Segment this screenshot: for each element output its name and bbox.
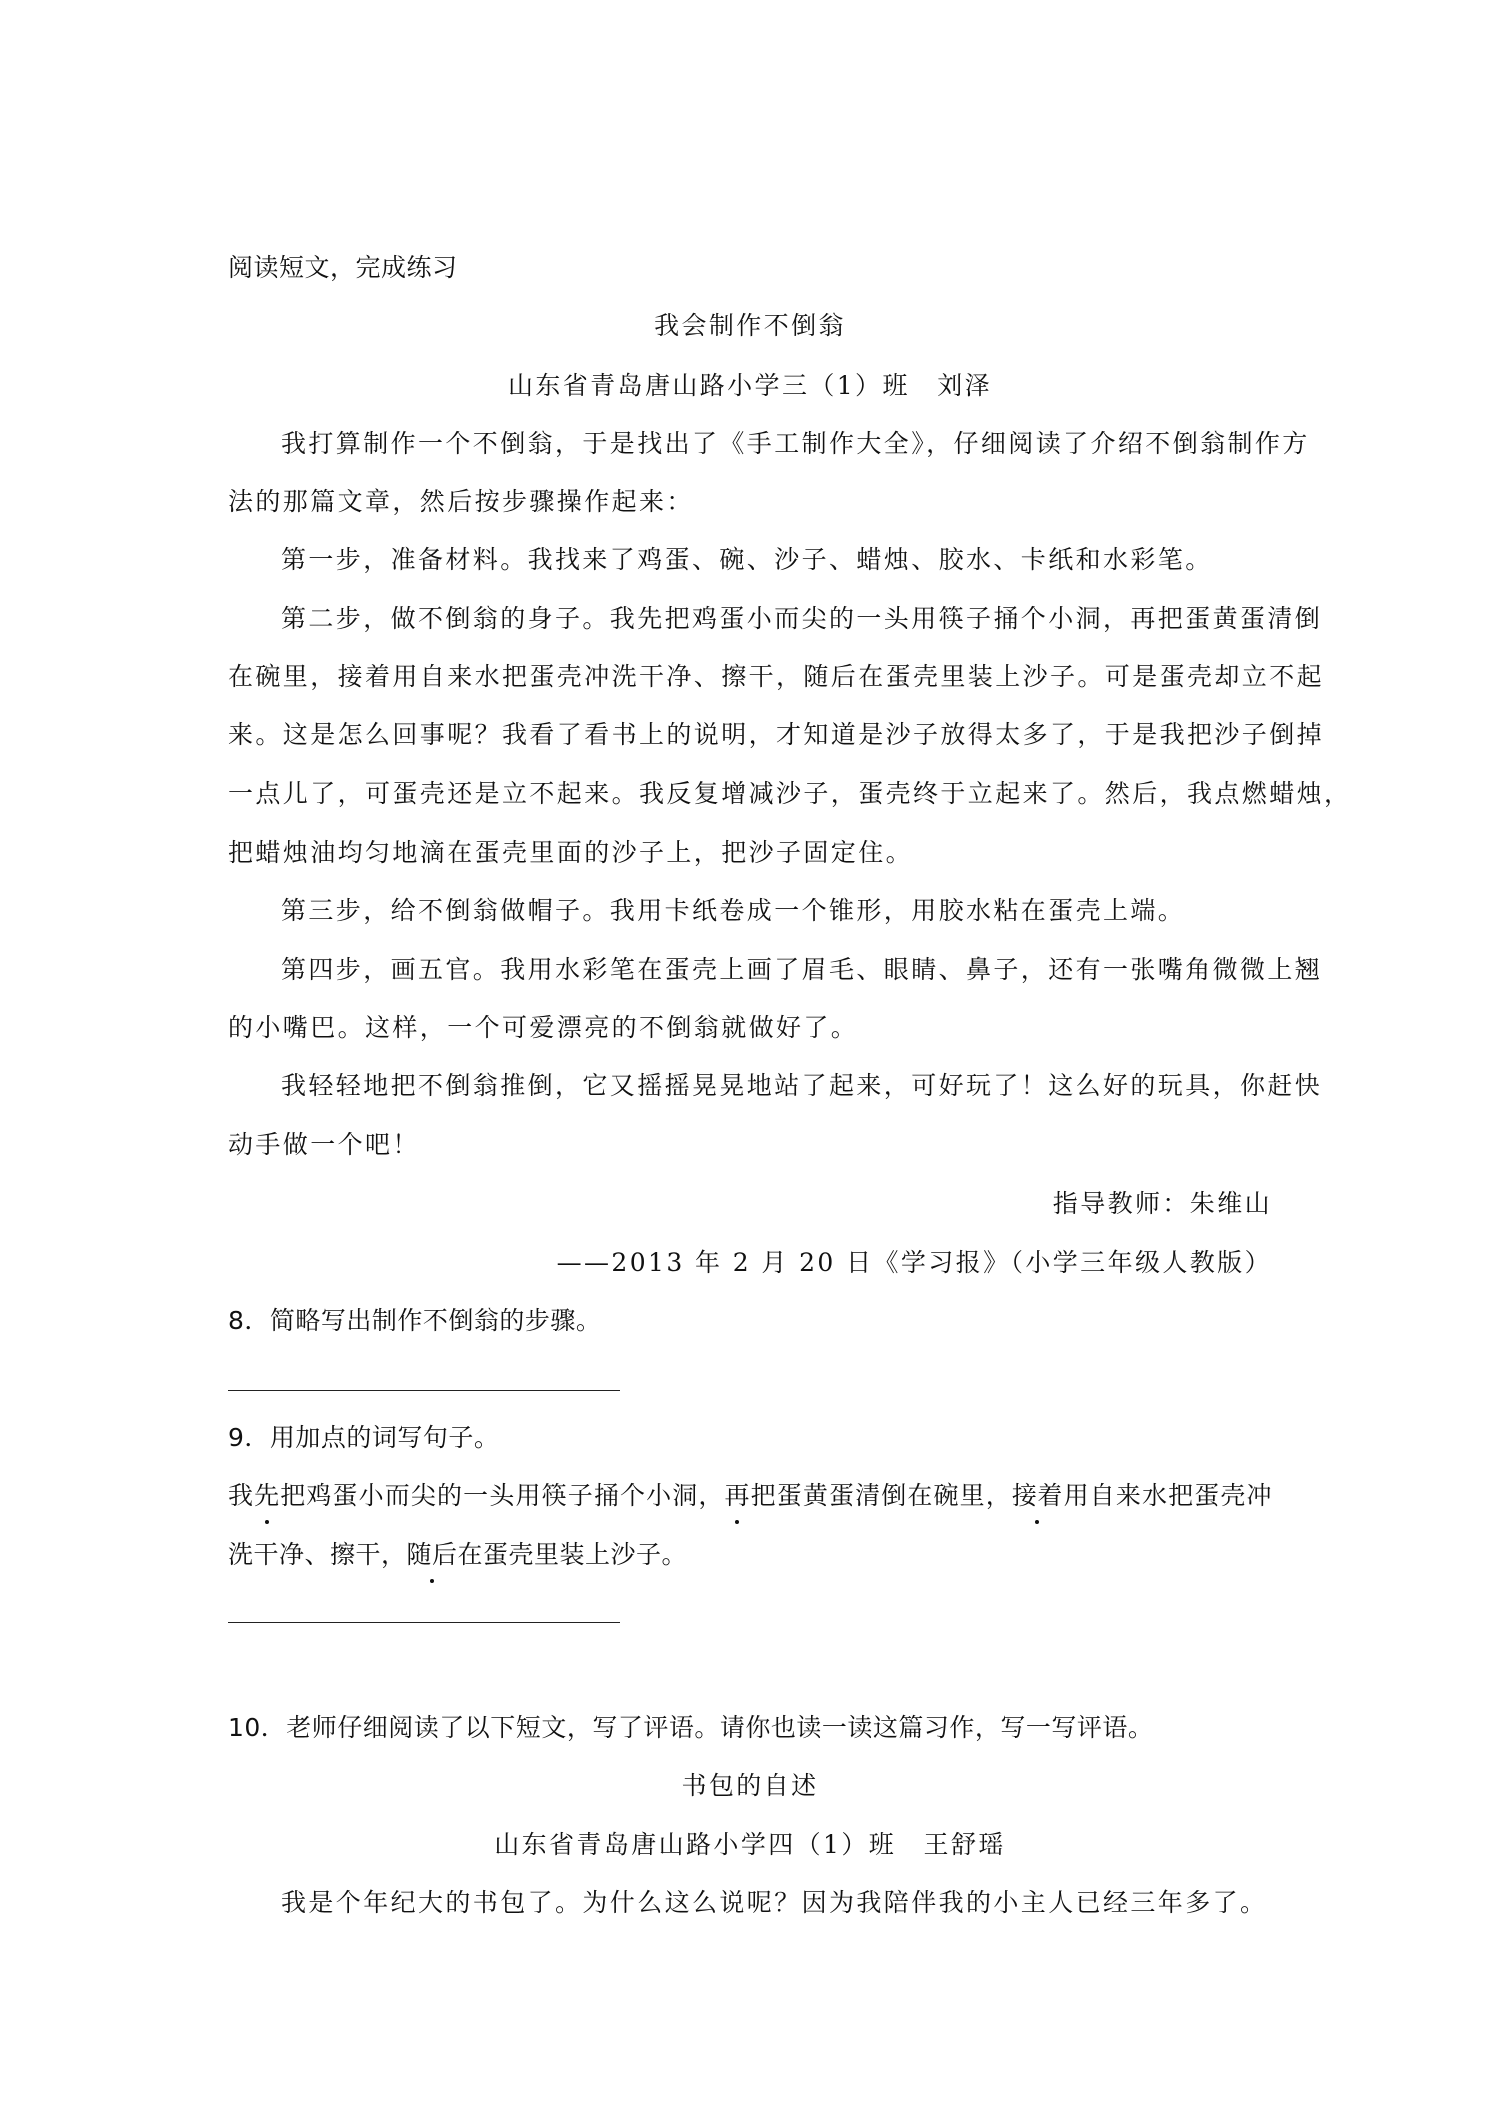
question-8: 8．简略写出制作不倒翁的步骤。 bbox=[228, 1306, 602, 1335]
story1-byline: 山东省青岛唐山路小学三（1）班 刘泽 bbox=[507, 371, 993, 400]
story1-paragraph-line: 我轻轻地把不倒翁推倒，它又摇摇晃晃地站了起来，可好玩了！这么好的玩具，你赶快 bbox=[281, 1071, 1323, 1100]
q9-text-fragment: 把蛋黄蛋清倒在碗里， bbox=[750, 1481, 1012, 1510]
q9-answer-line[interactable] bbox=[228, 1622, 620, 1623]
q9-text-fragment: 用自来水把蛋壳冲 bbox=[1062, 1481, 1272, 1510]
story1-title: 我会制作不倒翁 bbox=[654, 311, 846, 340]
document-page bbox=[228, 0, 1352, 2104]
q9-dotted-word-jiezhe: 接着 bbox=[1012, 1478, 1063, 1514]
story1-paragraph-line: 一点儿了，可蛋壳还是立不起来。我反复增减沙子，蛋壳终于立起来了。然后，我点燃蜡烛， bbox=[228, 779, 1352, 808]
story2-first-line: 我是个年纪大的书包了。为什么这么说呢？因为我陪伴我的小主人已经三年多了。 bbox=[281, 1888, 1268, 1917]
q9-sentence-line-2 bbox=[228, 1537, 1272, 1573]
q9-dotted-word-zai: 再 bbox=[724, 1478, 750, 1514]
story1-paragraph-line: 第二步，做不倒翁的身子。我先把鸡蛋小而尖的一头用筷子捅个小洞，再把蛋黄蛋清倒 bbox=[281, 604, 1323, 633]
story1-paragraph-line: 动手做一个吧！ bbox=[228, 1130, 420, 1159]
story1-paragraph-line: 的小嘴巴。这样，一个可爱漂亮的不倒翁就做好了。 bbox=[228, 1013, 859, 1042]
q9-text-fragment: 在蛋壳里装上沙子。 bbox=[457, 1540, 688, 1569]
story1-paragraph-line: 法的那篇文章，然后按步骤操作起来： bbox=[228, 487, 694, 516]
story1-paragraph-line: 把蜡烛油均匀地滴在蛋壳里面的沙子上，把沙子固定住。 bbox=[228, 838, 914, 867]
q9-dotted-word-suihou: 随后 bbox=[407, 1537, 458, 1573]
story1-teacher: 指导教师：朱维山 bbox=[1052, 1189, 1272, 1218]
story2-title: 书包的自述 bbox=[681, 1771, 819, 1800]
q9-text-fragment: 洗干净、擦干， bbox=[228, 1540, 407, 1569]
story1-paragraph-line: 第一步，准备材料。我找来了鸡蛋、碗、沙子、蜡烛、胶水、卡纸和水彩笔。 bbox=[281, 545, 1213, 574]
q9-text-fragment: 把鸡蛋小而尖的一头用筷子捅个小洞， bbox=[279, 1481, 725, 1510]
story1-paragraph-line: 第三步，给不倒翁做帽子。我用卡纸卷成一个锥形，用胶水粘在蛋壳上端。 bbox=[281, 896, 1186, 925]
q9-text-fragment: 我 bbox=[228, 1481, 255, 1510]
story1-paragraph-line: 第四步，画五官。我用水彩笔在蛋壳上画了眉毛、眼睛、鼻子，还有一张嘴角微微上翘 bbox=[281, 955, 1323, 984]
reading-instruction: 阅读短文，完成练习 bbox=[228, 253, 458, 282]
question-9: 9．用加点的词写句子。 bbox=[228, 1423, 500, 1452]
story1-paragraph-line: 在碗里，接着用自来水把蛋壳冲洗干净、擦干，随后在蛋壳里装上沙子。可是蛋壳却立不起 bbox=[228, 662, 1325, 691]
story1-paragraph-line: 来。这是怎么回事呢？我看了看书上的说明，才知道是沙子放得太多了，于是我把沙子倒掉 bbox=[228, 720, 1325, 749]
story1-source: ——2013 年 2 月 20 日《学习报》（小学三年级人教版） bbox=[556, 1248, 1272, 1277]
story2-byline: 山东省青岛唐山路小学四（1）班 王舒瑶 bbox=[494, 1830, 1006, 1859]
story1-paragraph-line: 我打算制作一个不倒翁，于是找出了《手工制作大全》，仔细阅读了介绍不倒翁制作方 bbox=[281, 429, 1310, 458]
q9-sentence-line-1 bbox=[228, 1478, 1272, 1514]
q9-dotted-word-xian: 先 bbox=[254, 1478, 280, 1514]
q8-answer-line[interactable] bbox=[228, 1390, 620, 1391]
question-10: 10．老师仔细阅读了以下短文，写了评语。请你也读一读这篇习作，写一写评语。 bbox=[228, 1713, 1154, 1742]
